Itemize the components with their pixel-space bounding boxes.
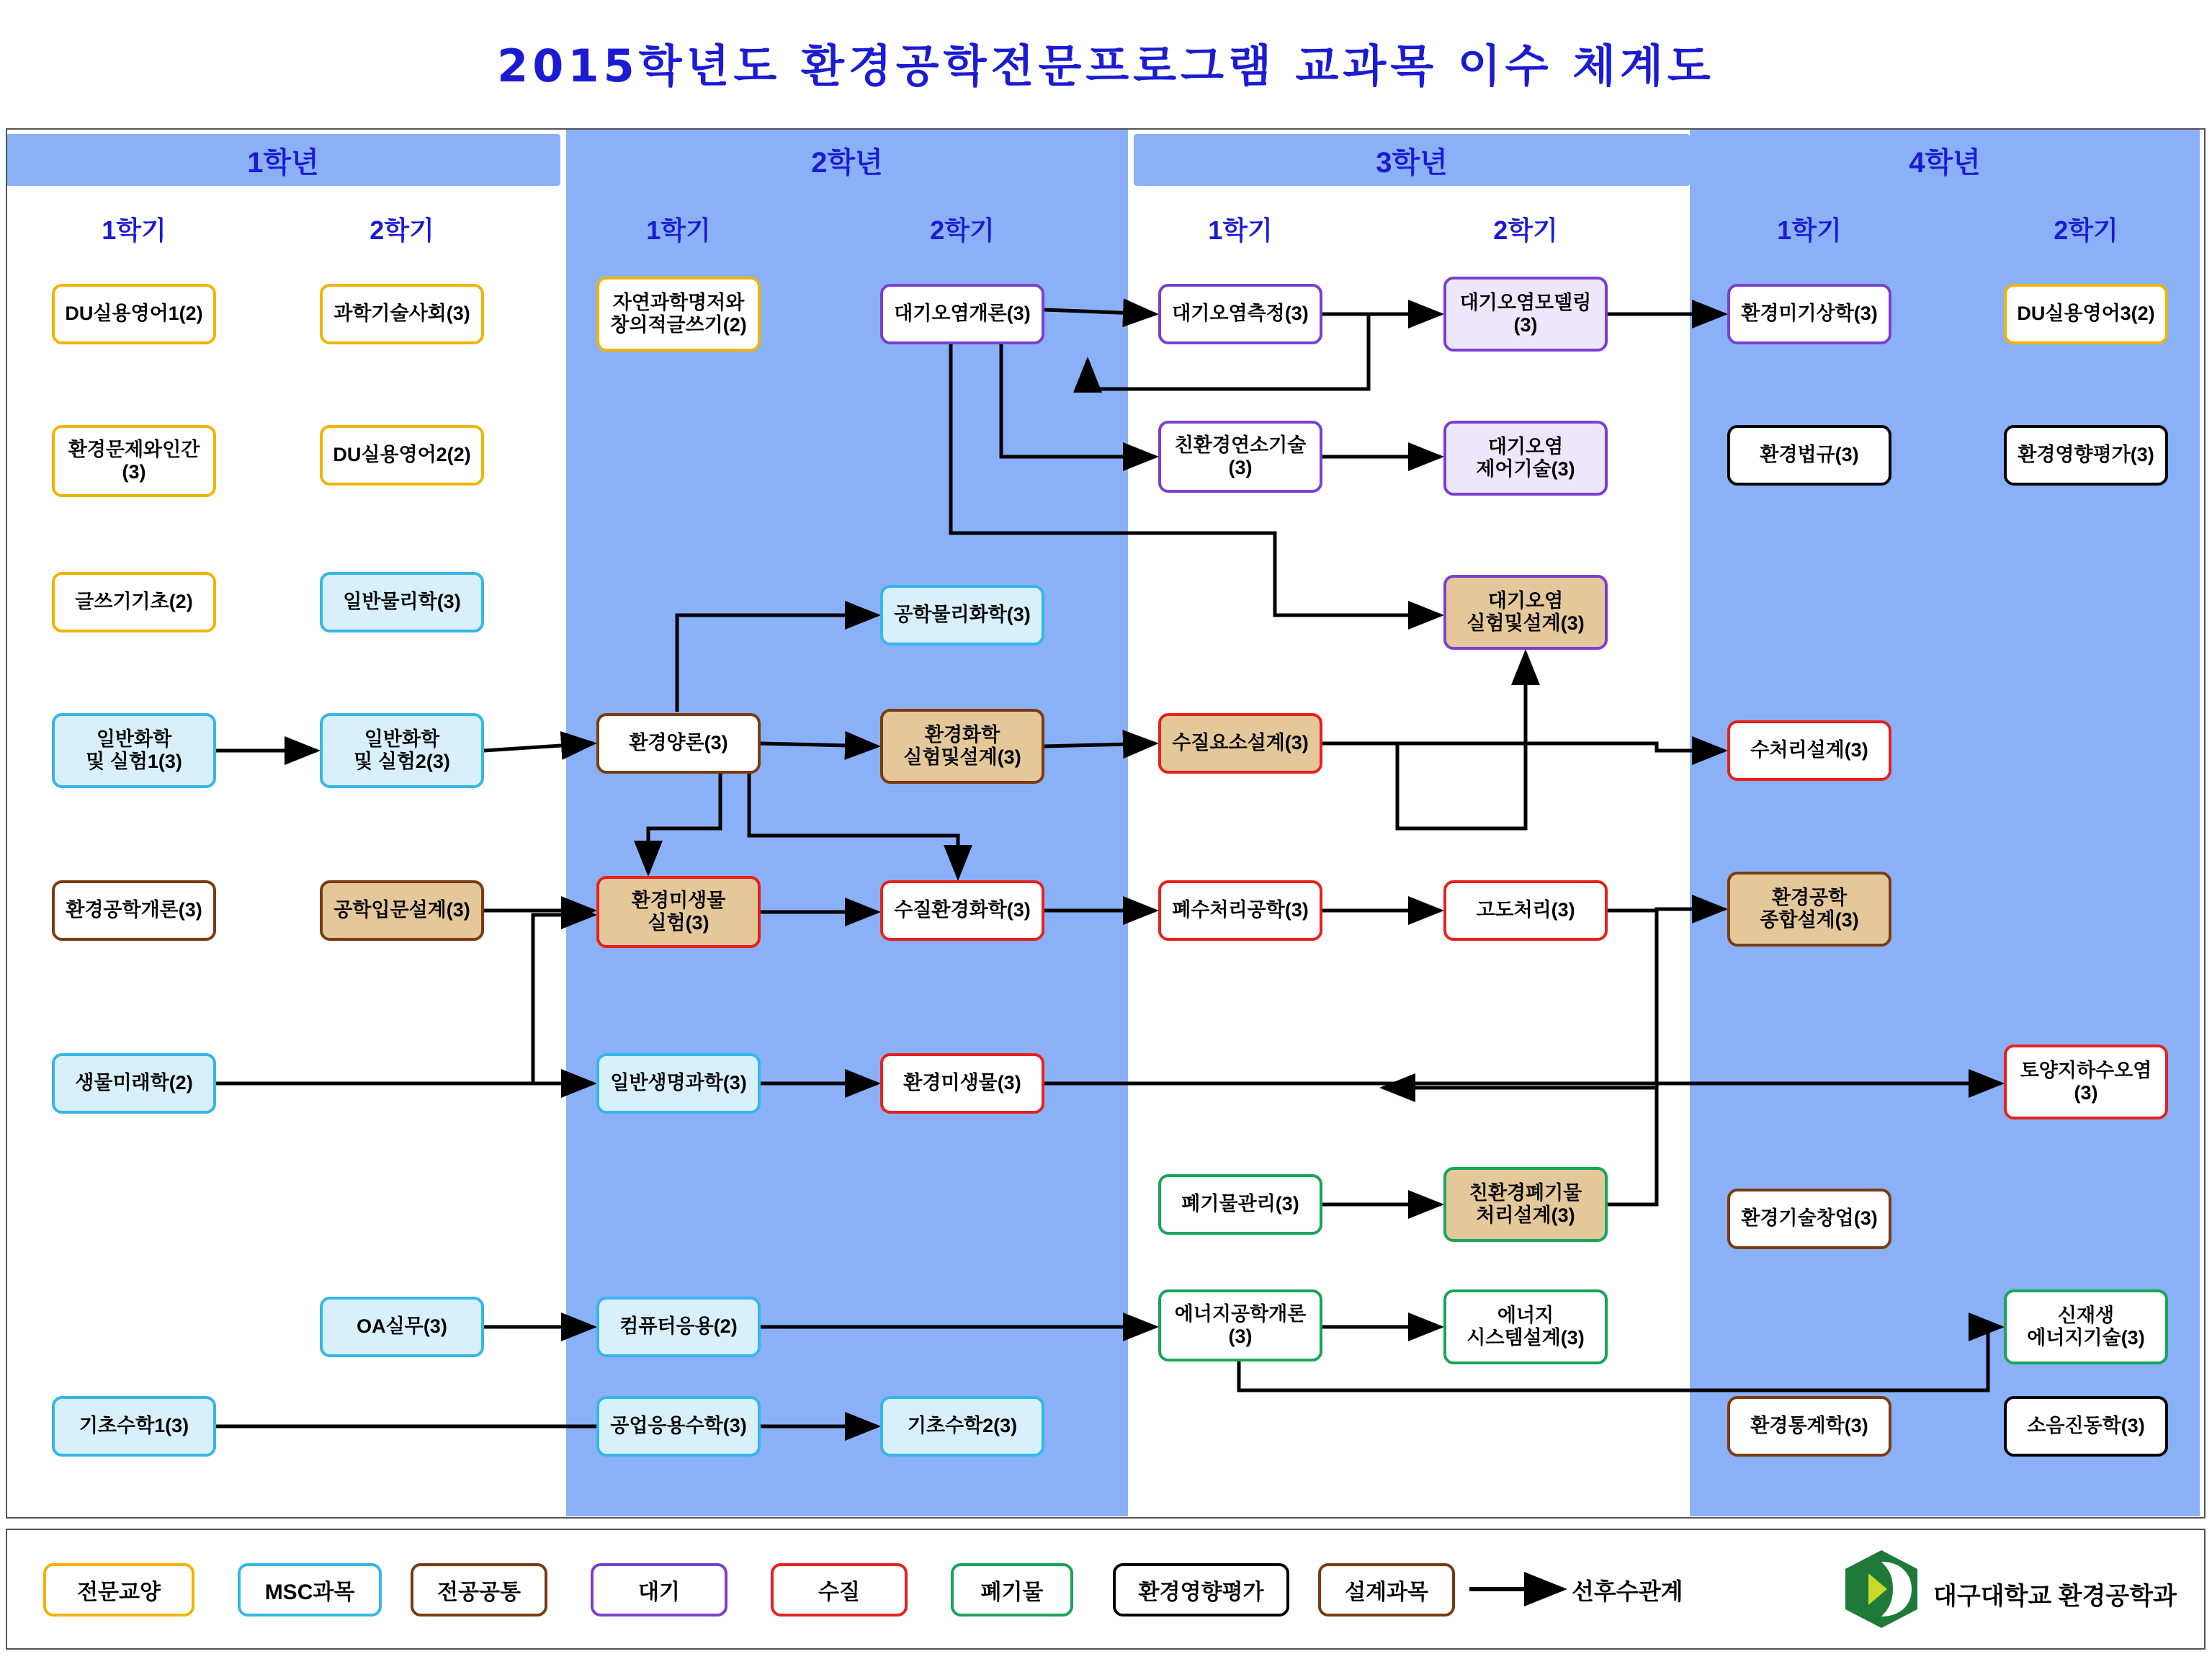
course-box[interactable]	[1158, 880, 1322, 941]
course-box[interactable]	[320, 880, 484, 941]
course-box[interactable]	[1443, 1167, 1608, 1242]
course-label: DU실용영어2(2)	[333, 444, 471, 466]
course-box[interactable]	[1443, 575, 1608, 650]
course-label: 글쓰기기초(2)	[75, 591, 193, 613]
sem-label: 2학기	[2054, 215, 2118, 245]
grade-header-1-label: 1학년	[247, 146, 319, 179]
course-label: 대기오염 실험및설계(3)	[1467, 589, 1585, 634]
grade-header-2-label: 2학년	[811, 146, 883, 179]
course-label: 기초수학2(3)	[907, 1415, 1018, 1437]
course-label: 일반화학 및 실험2(3)	[354, 728, 450, 772]
course-label: 친환경폐기물 처리설계(3)	[1469, 1181, 1582, 1226]
course-label: 폐수처리공학(3)	[1172, 899, 1309, 921]
course-box[interactable]	[1727, 1189, 1891, 1249]
course-box[interactable]	[1727, 1396, 1891, 1457]
course-box[interactable]	[1158, 284, 1322, 344]
legend-item	[43, 1563, 194, 1616]
legend-item-label: 대기	[638, 1580, 680, 1604]
course-box[interactable]	[596, 1053, 761, 1114]
course-label: 소음진동학(3)	[2027, 1415, 2145, 1437]
course-label: 환경공학개론(3)	[66, 899, 202, 921]
course-label: 폐기물관리(3)	[1181, 1193, 1299, 1215]
course-box[interactable]	[52, 1396, 216, 1457]
course-box[interactable]	[1443, 277, 1608, 352]
course-box[interactable]	[320, 284, 484, 344]
legend-item-label: 수질	[818, 1580, 860, 1604]
grade-header-4-label: 4학년	[1909, 146, 1981, 179]
legend-item	[771, 1563, 908, 1616]
course-box[interactable]	[1443, 880, 1608, 941]
course-label: 일반화학 및 실험1(3)	[86, 728, 182, 772]
course-label: 수질환경화학(3)	[894, 899, 1031, 921]
course-box[interactable]	[2004, 1396, 2168, 1457]
course-box[interactable]	[596, 1297, 761, 1357]
course-box[interactable]	[1727, 425, 1891, 486]
course-label: 환경미생물 실험(3)	[631, 889, 726, 934]
course-box[interactable]	[52, 1053, 216, 1114]
course-label: 친환경연소기술 (3)	[1174, 434, 1307, 478]
legend-item-label: MSC과목	[264, 1580, 355, 1604]
course-label: 환경영향평가(3)	[2018, 444, 2154, 466]
course-label: 공학입문설계(3)	[333, 899, 470, 921]
course-label: 환경문제와인간 (3)	[68, 438, 200, 483]
course-box[interactable]	[880, 284, 1044, 344]
course-label: 컴퓨터응용(2)	[619, 1315, 738, 1338]
legend-item	[411, 1563, 547, 1616]
course-label: 신재생 에너지기술(3)	[2027, 1304, 2145, 1349]
course-label: DU실용영어1(2)	[65, 303, 203, 325]
course-box[interactable]	[880, 585, 1044, 645]
course-label: 기초수학1(3)	[79, 1415, 189, 1437]
sem-label: 2학기	[1493, 215, 1558, 245]
sem-label: 1학기	[1208, 215, 1273, 245]
legend-item-label: 폐기물	[980, 1580, 1044, 1604]
course-label: 과학기술사회(3)	[333, 303, 470, 325]
university-logo-icon	[1840, 1547, 1923, 1631]
university-label: 대구대학교 환경공학과	[1933, 1583, 2177, 1610]
course-box[interactable]	[52, 572, 216, 632]
sem-label: 1학기	[102, 215, 166, 245]
legend-item-label: 전문교양	[77, 1580, 161, 1604]
course-box[interactable]	[1443, 1289, 1608, 1364]
course-label: 에너지공학개론 (3)	[1174, 1302, 1307, 1347]
sem-label: 1학기	[1777, 215, 1842, 245]
grade-header-3-label: 3학년	[1376, 146, 1448, 179]
course-box[interactable]	[52, 425, 216, 497]
legend-item	[951, 1563, 1073, 1616]
course-label: 환경법규(3)	[1760, 444, 1859, 466]
course-box[interactable]	[596, 713, 761, 774]
legend-arrow-label: 선후수관계	[1572, 1578, 1683, 1604]
course-box[interactable]	[880, 880, 1044, 941]
course-box[interactable]	[1727, 284, 1891, 344]
course-box[interactable]	[2004, 284, 2168, 344]
course-box[interactable]	[320, 572, 484, 632]
sem-label: 2학기	[930, 215, 995, 245]
course-label: 고도처리(3)	[1476, 899, 1575, 921]
course-label: 자연과학명저와 창의적글쓰기(2)	[610, 291, 747, 336]
course-box[interactable]	[2004, 1289, 2168, 1364]
page-title: 2015학년도 환경공학전문프로그램 교과목 이수 체계도	[497, 40, 1715, 92]
legend-item	[1318, 1563, 1455, 1616]
course-box[interactable]	[1727, 872, 1891, 947]
course-box[interactable]	[320, 425, 484, 486]
course-label: 공업응용수학(3)	[610, 1415, 747, 1437]
course-label: 환경미기상학(3)	[1741, 303, 1878, 325]
legend-item	[591, 1563, 727, 1616]
course-box[interactable]	[596, 1396, 761, 1457]
course-box[interactable]	[1158, 421, 1322, 493]
course-box[interactable]	[320, 713, 484, 788]
course-label: 대기오염 제어기술(3)	[1476, 435, 1575, 480]
course-box[interactable]	[1158, 1174, 1322, 1235]
legend-item	[238, 1563, 382, 1616]
legend-item-label: 전공공통	[437, 1580, 521, 1604]
course-label: 환경화학 실험및설계(3)	[903, 723, 1021, 768]
course-box[interactable]	[880, 709, 1044, 784]
course-label: 환경공학 종합설계(3)	[1760, 886, 1859, 931]
legend-item-label: 환경영향평가	[1138, 1580, 1264, 1604]
course-box[interactable]	[1727, 720, 1891, 781]
legend-item-label: 설계과목	[1345, 1580, 1428, 1604]
course-box[interactable]	[596, 876, 761, 948]
course-label: 환경미생물(3)	[903, 1072, 1021, 1094]
course-box[interactable]	[1443, 421, 1608, 496]
course-label: 토양지하수오염 (3)	[2020, 1059, 2152, 1104]
sem-label: 1학기	[646, 215, 711, 245]
course-box[interactable]	[2004, 425, 2168, 486]
course-box[interactable]	[320, 1297, 484, 1357]
course-box[interactable]	[596, 277, 761, 352]
course-label: 환경기술창업(3)	[1741, 1207, 1878, 1230]
course-box[interactable]	[1158, 713, 1322, 774]
course-box[interactable]	[880, 1053, 1044, 1114]
course-label: 일반생명과학(3)	[610, 1072, 747, 1094]
course-box[interactable]	[52, 284, 216, 344]
course-label: 생물미래학(2)	[75, 1072, 193, 1094]
course-label: 환경통계학(3)	[1750, 1415, 1868, 1437]
course-label: 에너지 시스템설계(3)	[1467, 1304, 1585, 1349]
course-label: 대기오염측정(3)	[1172, 303, 1309, 325]
legend-item	[1113, 1563, 1289, 1616]
course-label: 대기오염개론(3)	[894, 303, 1031, 325]
course-label: 일반물리학(3)	[343, 591, 461, 613]
course-label: 수질요소설계(3)	[1172, 732, 1309, 754]
course-box[interactable]	[52, 880, 216, 941]
course-box[interactable]	[1158, 1289, 1322, 1361]
sem-label: 2학기	[370, 215, 434, 245]
course-box[interactable]	[880, 1396, 1044, 1457]
course-label: 환경양론(3)	[629, 732, 728, 754]
course-label: 대기오염모델링 (3)	[1459, 291, 1592, 336]
course-label: DU실용영어3(2)	[2017, 303, 2155, 325]
course-label: OA실무(3)	[357, 1315, 447, 1338]
course-box[interactable]	[2004, 1045, 2168, 1119]
course-label: 수처리설계(3)	[1750, 739, 1868, 761]
course-box[interactable]	[52, 713, 216, 788]
course-label: 공학물리화학(3)	[894, 604, 1031, 626]
